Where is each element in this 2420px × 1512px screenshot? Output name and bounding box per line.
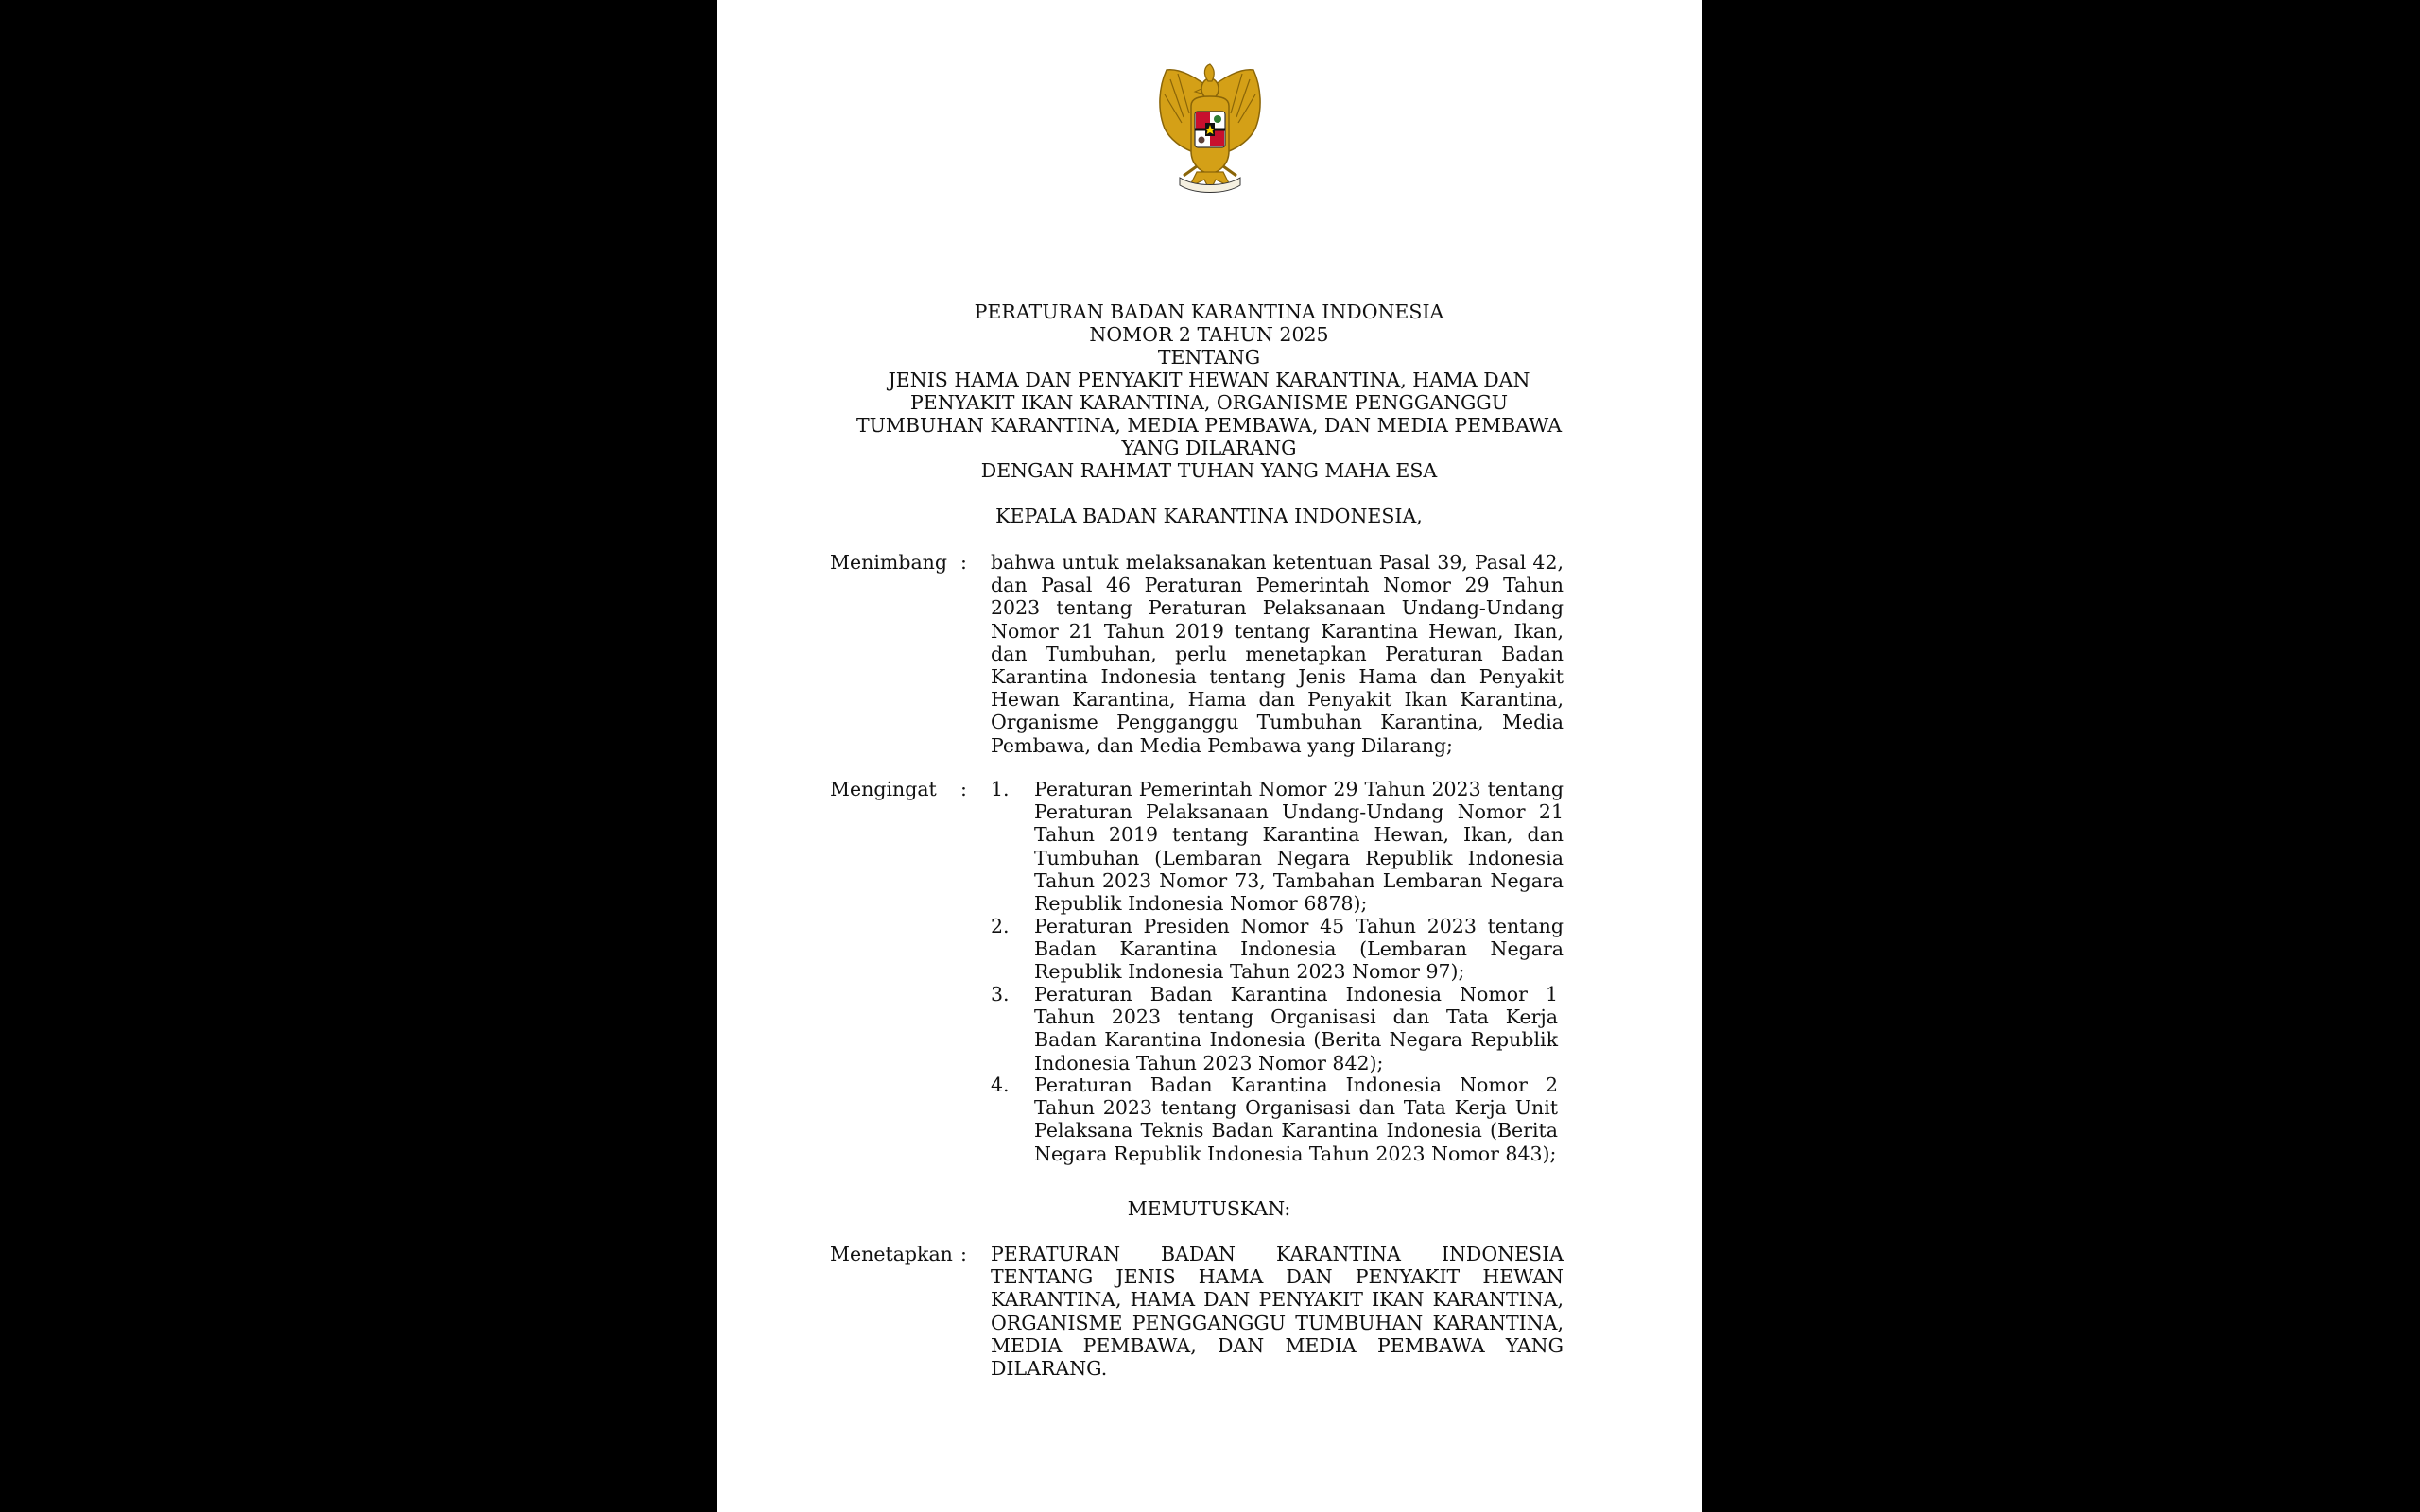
- title-subject: JENIS HAMA DAN PENYAKIT HEWAN KARANTINA, HAMA DAN PENYAKIT IKAN KARANTINA, ORGANISME PENGGANGGU TUMBUHAN KARANTINA, MEDIA PEMBAWA, DAN MEDIA PEMBAWA YANG DILARANG: [856, 369, 1563, 459]
- mengingat-item-4-text: Peraturan Badan Karantina Indonesia Nomor 2 Tahun 2023 tentang Organisasi dan Tata Kerja Unit Pelaksana Teknis Badan Karantina Indonesia (Berita Negara Republik Indonesia Tahun 2023 Nomor 843);: [1034, 1074, 1558, 1165]
- memutuskan-heading: MEMUTUSKAN:: [1127, 1197, 1291, 1220]
- mengingat-item-3-number: 3.: [991, 983, 1010, 1005]
- title-line-3: TENTANG: [1157, 346, 1261, 369]
- mengingat-item-4-number: 4.: [991, 1074, 1010, 1096]
- mengingat-label: Mengingat: [830, 778, 937, 800]
- mengingat-colon: :: [960, 778, 967, 800]
- mengingat-item-3-text: Peraturan Badan Karantina Indonesia Nomor 1 Tahun 2023 tentang Organisasi dan Tata Kerja Badan Karantina Indonesia (Berita Negara Republik Indonesia Tahun 2023 Nomor 842);: [1034, 983, 1558, 1074]
- menimbang-label: Menimbang: [830, 551, 947, 574]
- title-block: [717, 301, 1702, 459]
- invocation: DENGAN RAHMAT TUHAN YANG MAHA ESA: [980, 459, 1438, 482]
- menimbang-text: bahwa untuk melaksanakan ketentuan Pasal 39, Pasal 42, dan Pasal 46 Peraturan Pemerintah Nomor 29 Tahun 2023 tentang Peraturan Pelaksanaan Undang-Undang Nomor 21 Tahun 2019 tentang Karantina Hewan, Ikan, dan Tumbuhan, perlu menetapkan Peraturan Badan Karantina Indonesia tentang Jenis Hama dan Penyakit Hewan Karantina, Hama dan Penyakit Ikan Karantina, Organisme Pengganggu Tumbuhan Karantina, Media Pembawa, dan Media Pembawa yang Dilarang;: [991, 551, 1564, 757]
- title-line-2: NOMOR 2 TAHUN 2025: [1089, 323, 1329, 346]
- mengingat-item-1-number: 1.: [991, 778, 1010, 800]
- menetapkan-text: PERATURAN BADAN KARANTINA INDONESIA TENTANG JENIS HAMA DAN PENYAKIT HEWAN KARANTINA, HAMA DAN PENYAKIT IKAN KARANTINA, ORGANISME PENGGANGGU TUMBUHAN KARANTINA, MEDIA PEMBAWA, DAN MEDIA PEMBAWA YANG DILARANG.: [991, 1243, 1564, 1381]
- menimbang-colon: :: [960, 551, 967, 574]
- mengingat-item-1-text: Peraturan Pemerintah Nomor 29 Tahun 2023 tentang Peraturan Pelaksanaan Undang-Undang Nomor 21 Tahun 2019 tentang Karantina Hewan, Ikan, dan Tumbuhan (Lembaran Negara Republik Indonesia Tahun 2023 Nomor 73, Tambahan Lembaran Negara Republik Indonesia Nomor 6878);: [1034, 778, 1564, 916]
- mengingat-item-2-number: 2.: [991, 915, 1010, 937]
- menetapkan-label: Menetapkan: [830, 1243, 953, 1265]
- official-title: KEPALA BADAN KARANTINA INDONESIA,: [995, 505, 1423, 527]
- title-line-1: PERATURAN BADAN KARANTINA INDONESIA: [974, 301, 1444, 323]
- menetapkan-colon: :: [960, 1243, 967, 1265]
- garuda-pancasila-emblem: [1142, 60, 1278, 197]
- mengingat-item-2-text: Peraturan Presiden Nomor 45 Tahun 2023 tentang Badan Karantina Indonesia (Lembaran Negara Republik Indonesia Tahun 2023 Nomor 97);: [1034, 915, 1564, 984]
